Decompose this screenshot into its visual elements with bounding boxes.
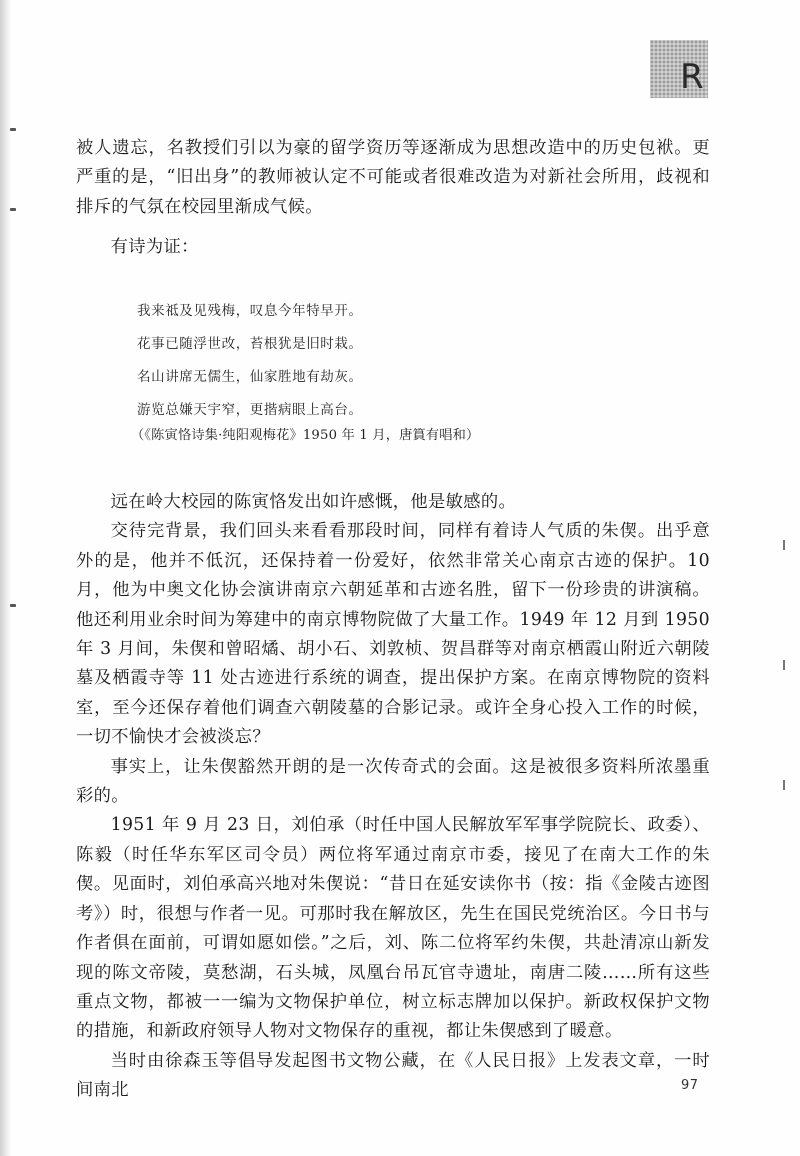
page-number: 97 [681, 1078, 699, 1093]
poem-line: 花事已随浮世改，苔根犹是旧时栽。 [137, 336, 363, 352]
top-text [76, 134, 710, 222]
main-text [76, 488, 710, 1106]
poem [137, 295, 557, 427]
scan-mark [10, 128, 16, 131]
scan-mark [10, 604, 16, 607]
paragraph: 交待完背景，我们回头来看看那段时间，同样有着诗人气质的朱偰。出乎意外的是，他并不低沉，还保持着一份爱好，依然非常关心南京古迹的保护。10 月，他为中奥文化协会演讲南京六朝延革和古迹名胜，留下一份珍贵的讲演稿。他还利用业余时间为筹建中的南京博物院做了大量工作。1949 年 12 月到 1950 年 3 月间，朱偰和曾昭燏、胡小石、刘敦桢、贺昌群等对南京栖霞山附近六朝陵墓及栖霞寺等 11 处古迹进行系统的调查，提出保护方案。在南京博物院的资料室，至今还保存着他们调查六朝陵墓的合影记录。或许全身心投入工作的时候，一切不愉快才会被淡忘？ [76, 521, 710, 748]
poem-source: （《陈寅恪诗集·纯阳观梅花》1950 年 1 月，唐篔有唱和） [131, 428, 480, 443]
paragraph: 1951 年 9 月 23 日，刘伯承（时任中国人民解放军军事学院院长、政委）、陈毅（时任华东军区司令员）两位将军通过南京市委，接见了在南大工作的朱偰。见面时，刘伯承高兴地对朱偰说：“昔日在延安读你书（按：指《金陵古迹图考》）时，很想与作者一见。可那时我在解放区，先生在国民党统治区。今日书与作者俱在面前，可谓如愿如偿。”之后，刘、陈二位将军约朱偰，共赴清凉山新发现的陈文帝陵，莫愁湖，石头城，凤凰台吊瓦官寺遗址，南唐二陵……所有这些重点文物，都被一一编为文物保护单位，树立标志牌加以保护。新政权保护文物的措施，和新政府领导人物对文物保存的重视，都让朱偰感到了暖意。 [76, 815, 710, 1042]
poem-intro: 有诗为证： [110, 237, 199, 257]
paragraph: 事实上，让朱偰豁然开朗的是一次传奇式的会面。这是被很多资料所浓墨重彩的。 [76, 756, 710, 807]
scan-mark [10, 208, 16, 211]
chapter-letter: R [680, 57, 704, 97]
scan-mark [783, 540, 785, 550]
poem-line: 游览总嫌天宇窄，更揩病眼上高台。 [137, 402, 363, 418]
poem-line: 名山讲席无儒生，仙家胜地有劫灰。 [137, 369, 363, 385]
binding-shadow [0, 0, 12, 1156]
poem-line: 我来祗及见残梅，叹息今年特早开。 [137, 303, 363, 319]
paragraph: 当时由徐森玉等倡导发起图书文物公藏，在《人民日报》上发表文章，一时间南北 [76, 1050, 710, 1101]
scan-mark [783, 660, 785, 670]
poem-intro-block [76, 233, 710, 262]
paragraph: 被人遗忘，名教授们引以为豪的留学资历等逐渐成为思想改造中的历史包袱。更严重的是，“旧出身”的教师被认定不可能或者很难改造为对新社会所用，歧视和排斥的气氛在校园里渐成气候。 [76, 138, 710, 217]
paragraph: 远在岭大校园的陈寅恪发出如许感慨，他是敏感的。 [110, 492, 517, 512]
scan-mark [783, 780, 785, 790]
